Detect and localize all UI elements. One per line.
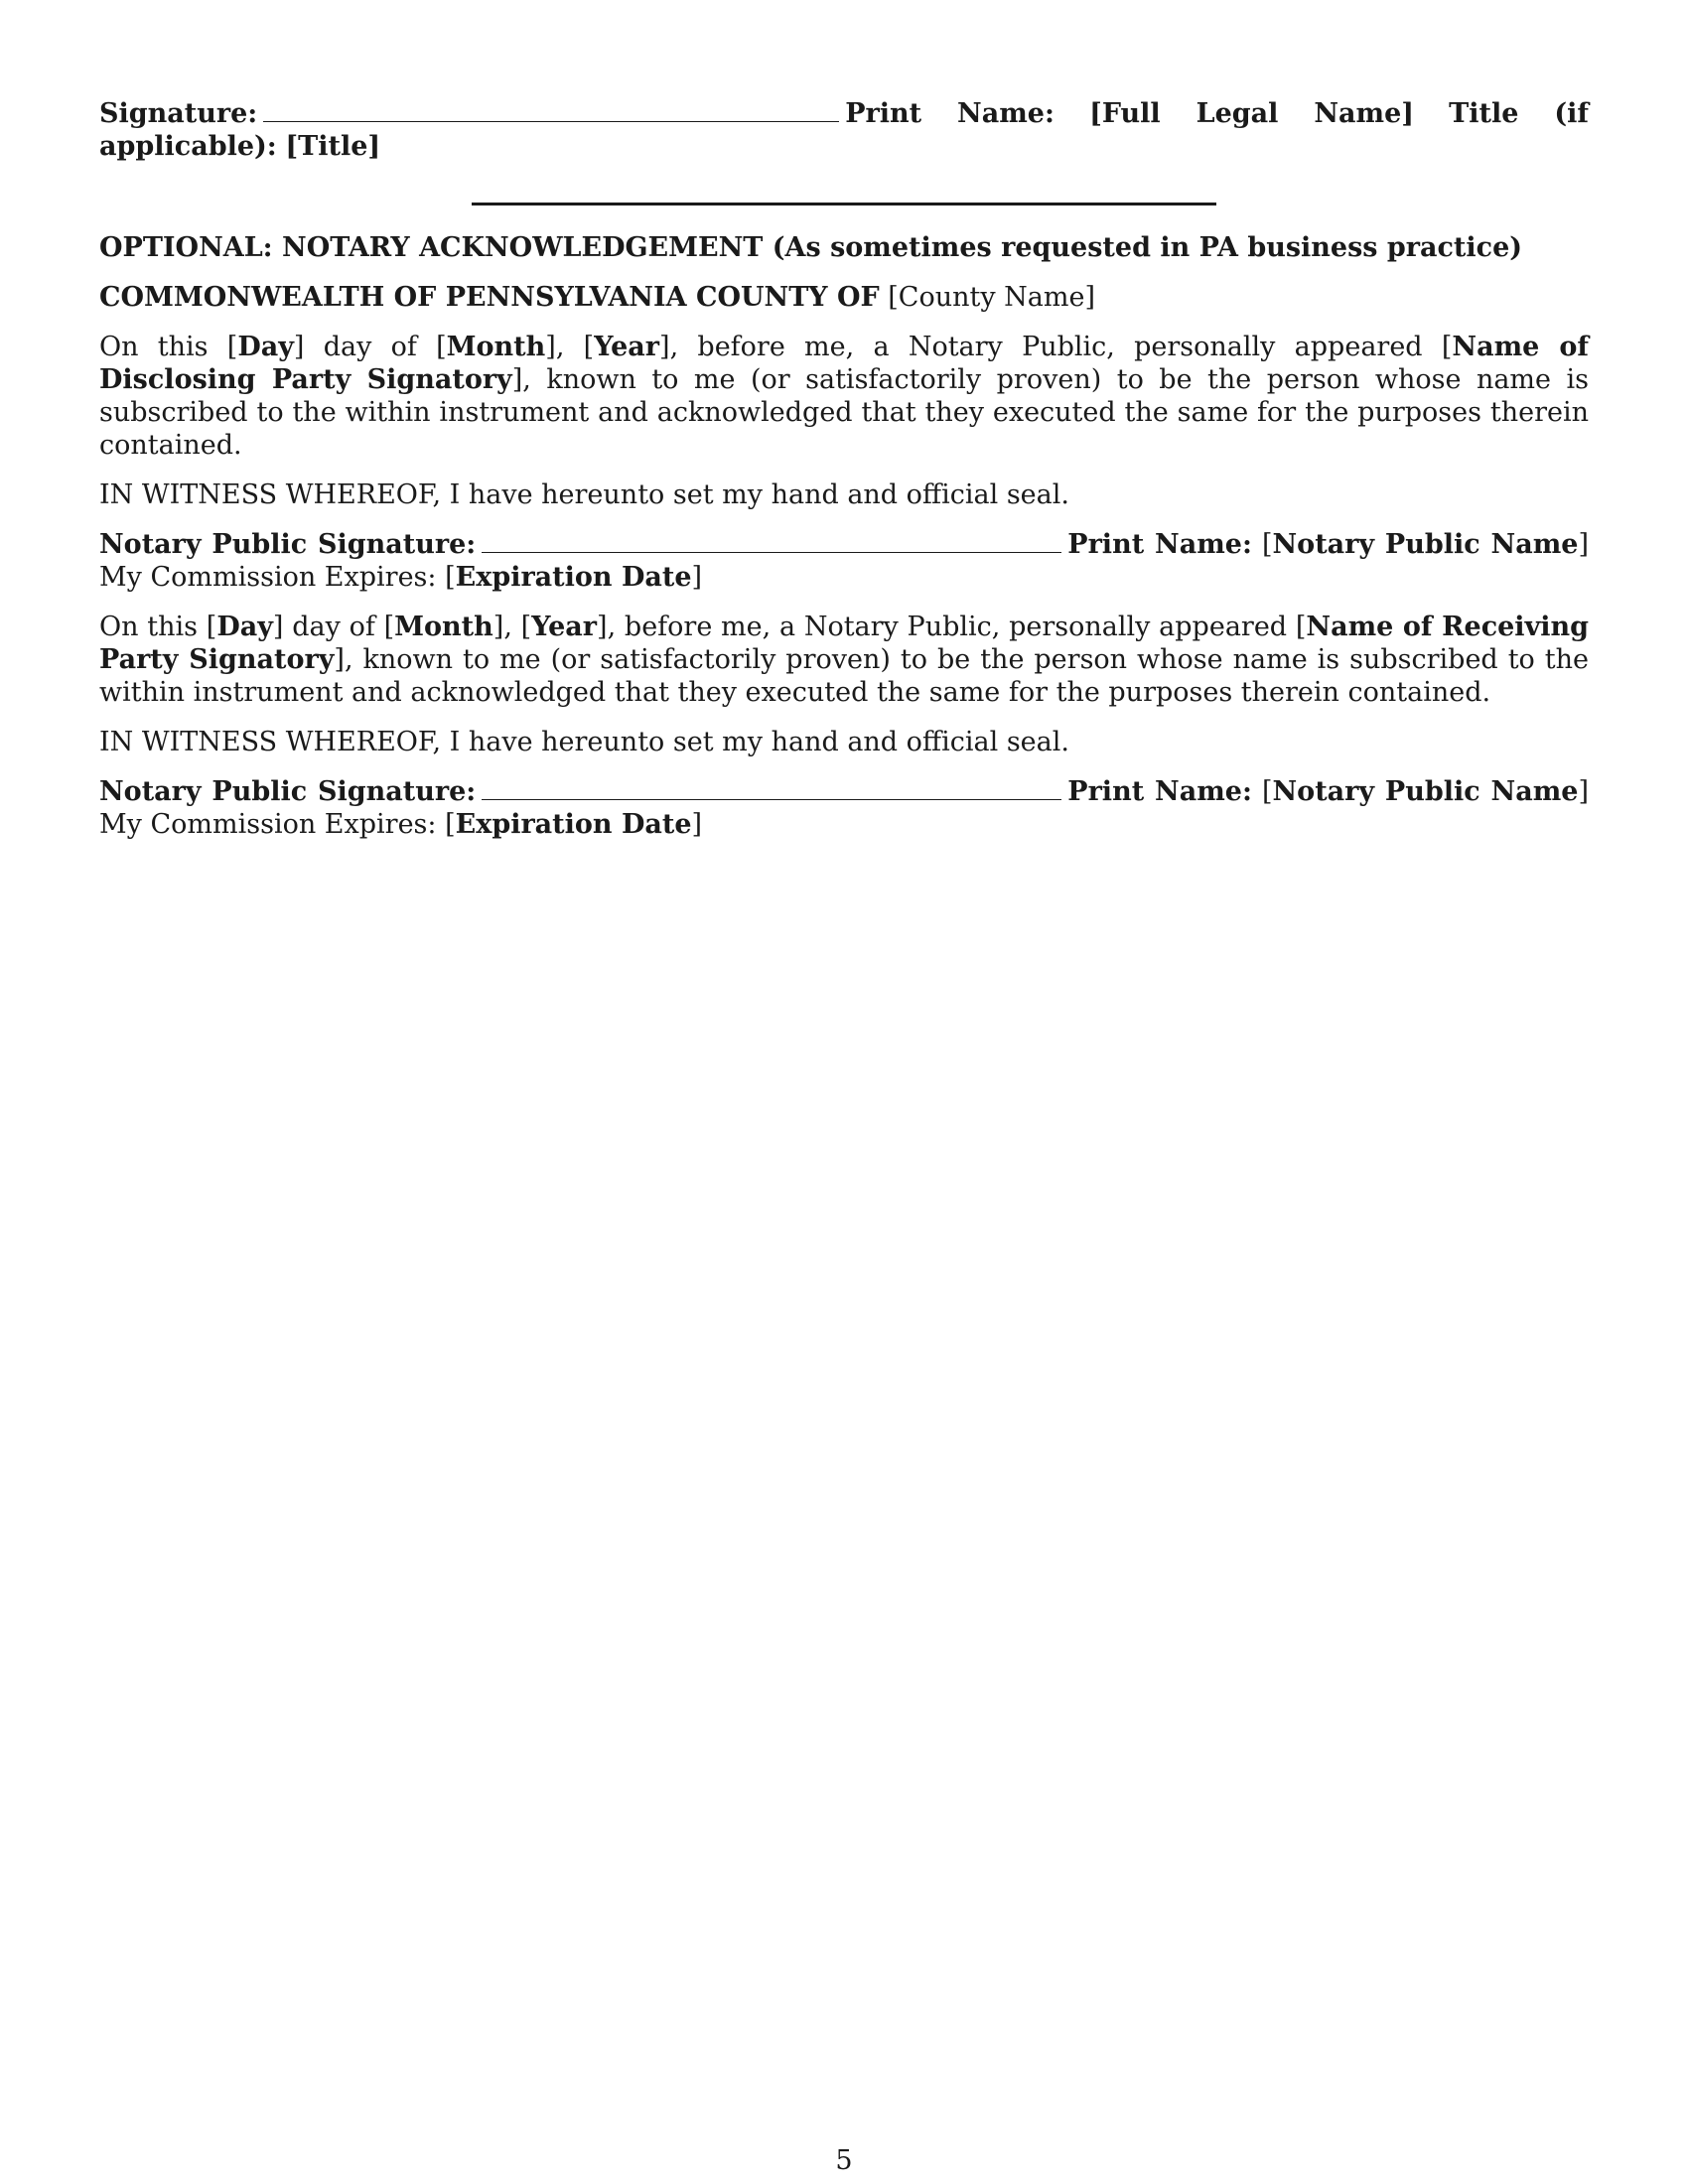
notary-print-name-label: Print Name: (1067, 529, 1252, 560)
expiration-placeholder: Expiration Date (455, 562, 692, 593)
year-placeholder: Year (531, 612, 598, 642)
full-legal-name-placeholder: [Full Legal Name] (1089, 98, 1415, 129)
commission-label: My Commission Expires: (99, 809, 437, 840)
day-placeholder: Day (237, 332, 294, 362)
witness-statement: IN WITNESS WHEREOF, I have hereunto set my hand and official seal. (99, 479, 1069, 510)
title-placeholder: [Title] (285, 131, 381, 162)
notary-name-placeholder: Notary Public Name (1272, 776, 1579, 807)
county-placeholder: [County Name] (888, 282, 1095, 313)
notary-name-placeholder: Notary Public Name (1272, 529, 1579, 560)
commission-label: My Commission Expires: (99, 562, 437, 593)
month-placeholder: Month (394, 612, 493, 642)
signature-label: Signature: (99, 98, 258, 129)
day-placeholder: Day (216, 612, 273, 642)
signature-line[interactable] (263, 99, 839, 122)
notary-signature-label: Notary Public Signature: (99, 776, 477, 807)
party-name-placeholder: Name of Receiving Party Signatory (99, 612, 1590, 675)
notary-signature-line[interactable] (482, 530, 1061, 553)
document-page (99, 97, 1589, 858)
notary-heading: OPTIONAL: NOTARY ACKNOWLEDGEMENT (As sometimes requested in PA business practice) (99, 232, 1523, 263)
party-name-placeholder: Name of Disclosing Party Signatory (99, 332, 1590, 395)
signature-block (99, 97, 1589, 163)
acknowledgement-paragraph-receiving: On this [Day] day of [Month], [Year], before me, a Notary Public, personally appeared [Name of Receiving Party Signatory], known to me (or satisfactorily proven) to be the person whose name is subscribed to the within instrument and acknowledged that they executed the same for the purposes therein contained. (99, 612, 1590, 708)
notary-signature-line[interactable] (482, 777, 1061, 800)
page-number: 5 (835, 2145, 853, 2176)
notary-signature-block: Notary Public Signature: Print Name: [Notary Public Name] My Commission Expires: [Expiration Date] (99, 776, 1590, 840)
expiration-placeholder: Expiration Date (455, 809, 692, 840)
witness-statement: IN WITNESS WHEREOF, I have hereunto set my hand and official seal. (99, 727, 1069, 757)
acknowledgement-paragraph-disclosing: On this [Day] day of [Month], [Year], before me, a Notary Public, personally appeared [Name of Disclosing Party Signatory], known to me (or satisfactorily proven) to be the person whose name is subscribed to the within instrument and acknowledged that they executed the same for the purposes therein contained. (99, 332, 1590, 461)
title-label: Title (if applicable): (99, 98, 1590, 162)
print-name-label: Print Name: (845, 98, 1055, 129)
month-placeholder: Month (446, 332, 546, 362)
commonwealth-line (99, 281, 1589, 314)
commonwealth-label: COMMONWEALTH OF PENNSYLVANIA COUNTY OF (99, 282, 880, 313)
section-divider (472, 203, 1216, 205)
notary-print-name-label: Print Name: (1067, 776, 1252, 807)
notary-signature-block: Notary Public Signature: Print Name: [Notary Public Name] My Commission Expires: [Expiration Date] (99, 529, 1590, 593)
year-placeholder: Year (594, 332, 660, 362)
notary-signature-label: Notary Public Signature: (99, 529, 477, 560)
